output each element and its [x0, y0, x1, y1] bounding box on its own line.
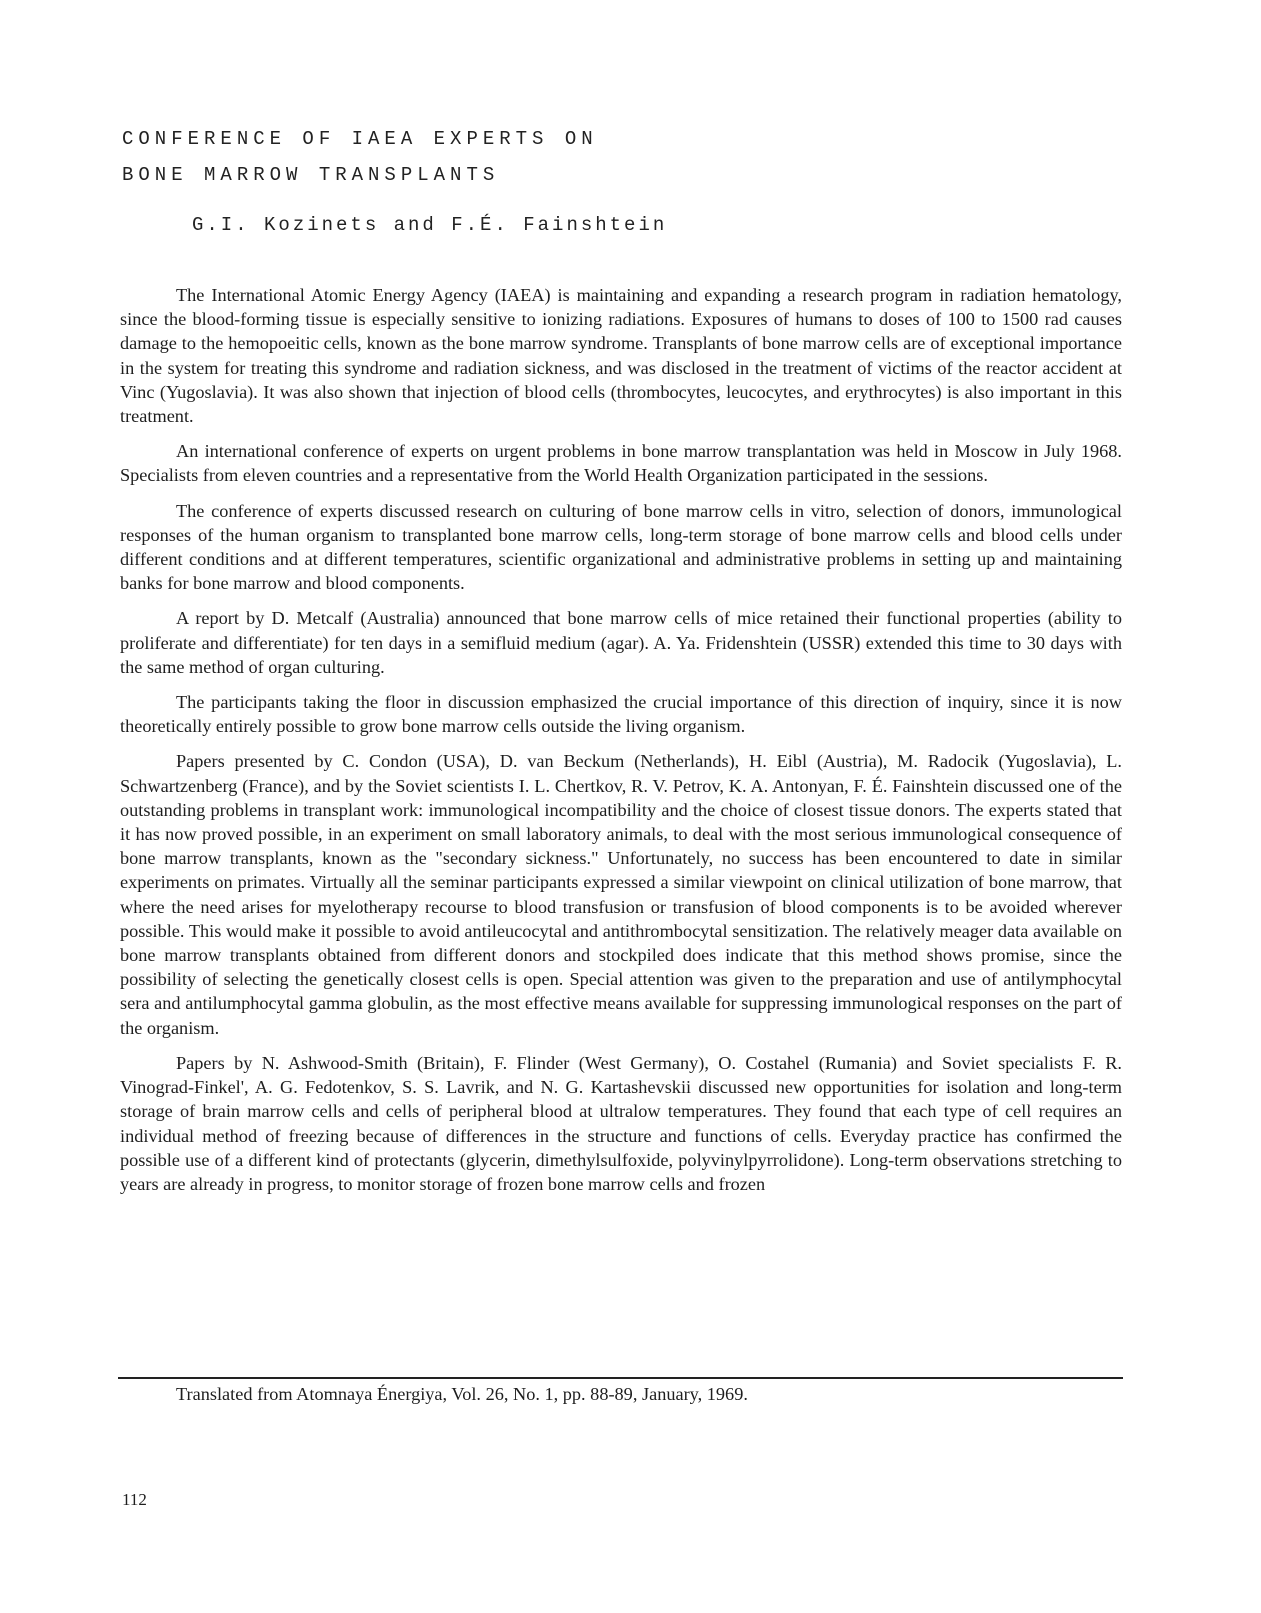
authors: G.I. Kozinets and F.É. Fainshtein [192, 214, 668, 236]
paragraph: The conference of experts discussed research on culturing of bone marrow cells in vitro, selection of donors, immunological responses of the human organism to transplanted bone marrow cells, long-term storage of bone marrow cells and blood cells under different conditions and at different temperatures, scientific organizational and administrative problems in setting up and maintaining banks for bone marrow and blood components. [120, 500, 1122, 594]
title-line-1: CONFERENCE OF IAEA EXPERTS ON [122, 128, 598, 150]
page-number: 112 [122, 1490, 147, 1509]
title-line-2: BONE MARROW TRANSPLANTS [122, 164, 500, 186]
paragraph: A report by D. Metcalf (Australia) announced that bone marrow cells of mice retained their functional properties (ability to proliferate and differentiate) for ten days in a semifluid medium (agar). A. Ya. Fridenshtein (USSR) extended this time to 30 days with the same method of organ culturing. [120, 608, 1122, 677]
paragraph: The International Atomic Energy Agency (IAEA) is maintaining and expanding a research program in radiation hematology, since the blood-forming tissue is especially sensitive to ionizing radiations. Exposures of humans to doses of 100 to 1500 rad causes damage to the hemopoeitic cells, known as the bone marrow syndrome. Transplants of bone marrow cells are of exceptional importance in the system for treating this syndrome and radiation sickness, and was disclosed in the treatment of victims of the reactor accident at Vinc (Yugoslavia). It was also shown that injection of blood cells (thrombocytes, leucocytes, and erythrocytes) is also important in this treatment. [120, 285, 1122, 427]
article-body [120, 283, 1122, 1207]
paragraph: An international conference of experts on urgent problems in bone marrow transplantation was held in Moscow in July 1968. Specialists from eleven countries and a representative from the World Health Organization participated in the sessions. [120, 441, 1122, 486]
paragraph: Papers presented by C. Condon (USA), D. van Beckum (Netherlands), H. Eibl (Austria), M. Radocik (Yugoslavia), L. Schwartzenberg (France), and by the Soviet scientists I. L. Chertkov, R. V. Petrov, K. A. Antonyan, F. É. Fainshtein discussed one of the outstanding problems in transplant work: immunological incompatibility and the choice of closest tissue donors. The experts stated that it has now proved possible, in an experiment on small laboratory animals, to deal with the most serious immunological consequence of bone marrow transplants, known as the "secondary sickness." Unfortunately, no success has been encountered to date in similar experiments on primates. Virtually all the seminar participants expressed a similar viewpoint on clinical utilization of bone marrow, that where the need arises for myelotherapy recourse to blood transfusion or transfusion of blood components is to be avoided wherever possible. This would make it possible to avoid antileucocytal and antithrombocytal sensitization. The relatively meager data available on bone marrow transplants obtained from different donors and stockpiled does indicate that this method shows promise, since the possibility of selecting the genetically closest cells is open. Special attention was given to the preparation and use of antilymphocytal sera and antilumphocytal gamma globulin, as the most effective means available for suppressing immunological responses on the part of the organism. [120, 751, 1122, 1038]
paragraph: The participants taking the floor in discussion emphasized the crucial importance of this direction of inquiry, since it is now theoretically entirely possible to grow bone marrow cells outside the living organism. [120, 692, 1122, 737]
footnote-divider [118, 1377, 1123, 1379]
translation-footnote: Translated from Atomnaya Énergiya, Vol. 26, No. 1, pp. 88-89, January, 1969. [176, 1384, 748, 1404]
paragraph: Papers by N. Ashwood-Smith (Britain), F. Flinder (West Germany), O. Costahel (Rumania) and Soviet specialists F. R. Vinograd-Finkel', A. G. Fedotenkov, S. S. Lavrik, and N. G. Kartashevskii discussed new opportunities for isolation and long-term storage of brain marrow cells and cells of peripheral blood at ultralow temperatures. They found that each type of cell requires an individual method of freezing because of differences in the structure and functions of cells. Everyday practice has confirmed the possible use of a different kind of protectants (glycerin, dimethylsulfoxide, polyvinylpyrrolidone). Long-term observations stretching to years are already in progress, to monitor storage of frozen bone marrow cells and frozen [120, 1052, 1122, 1194]
